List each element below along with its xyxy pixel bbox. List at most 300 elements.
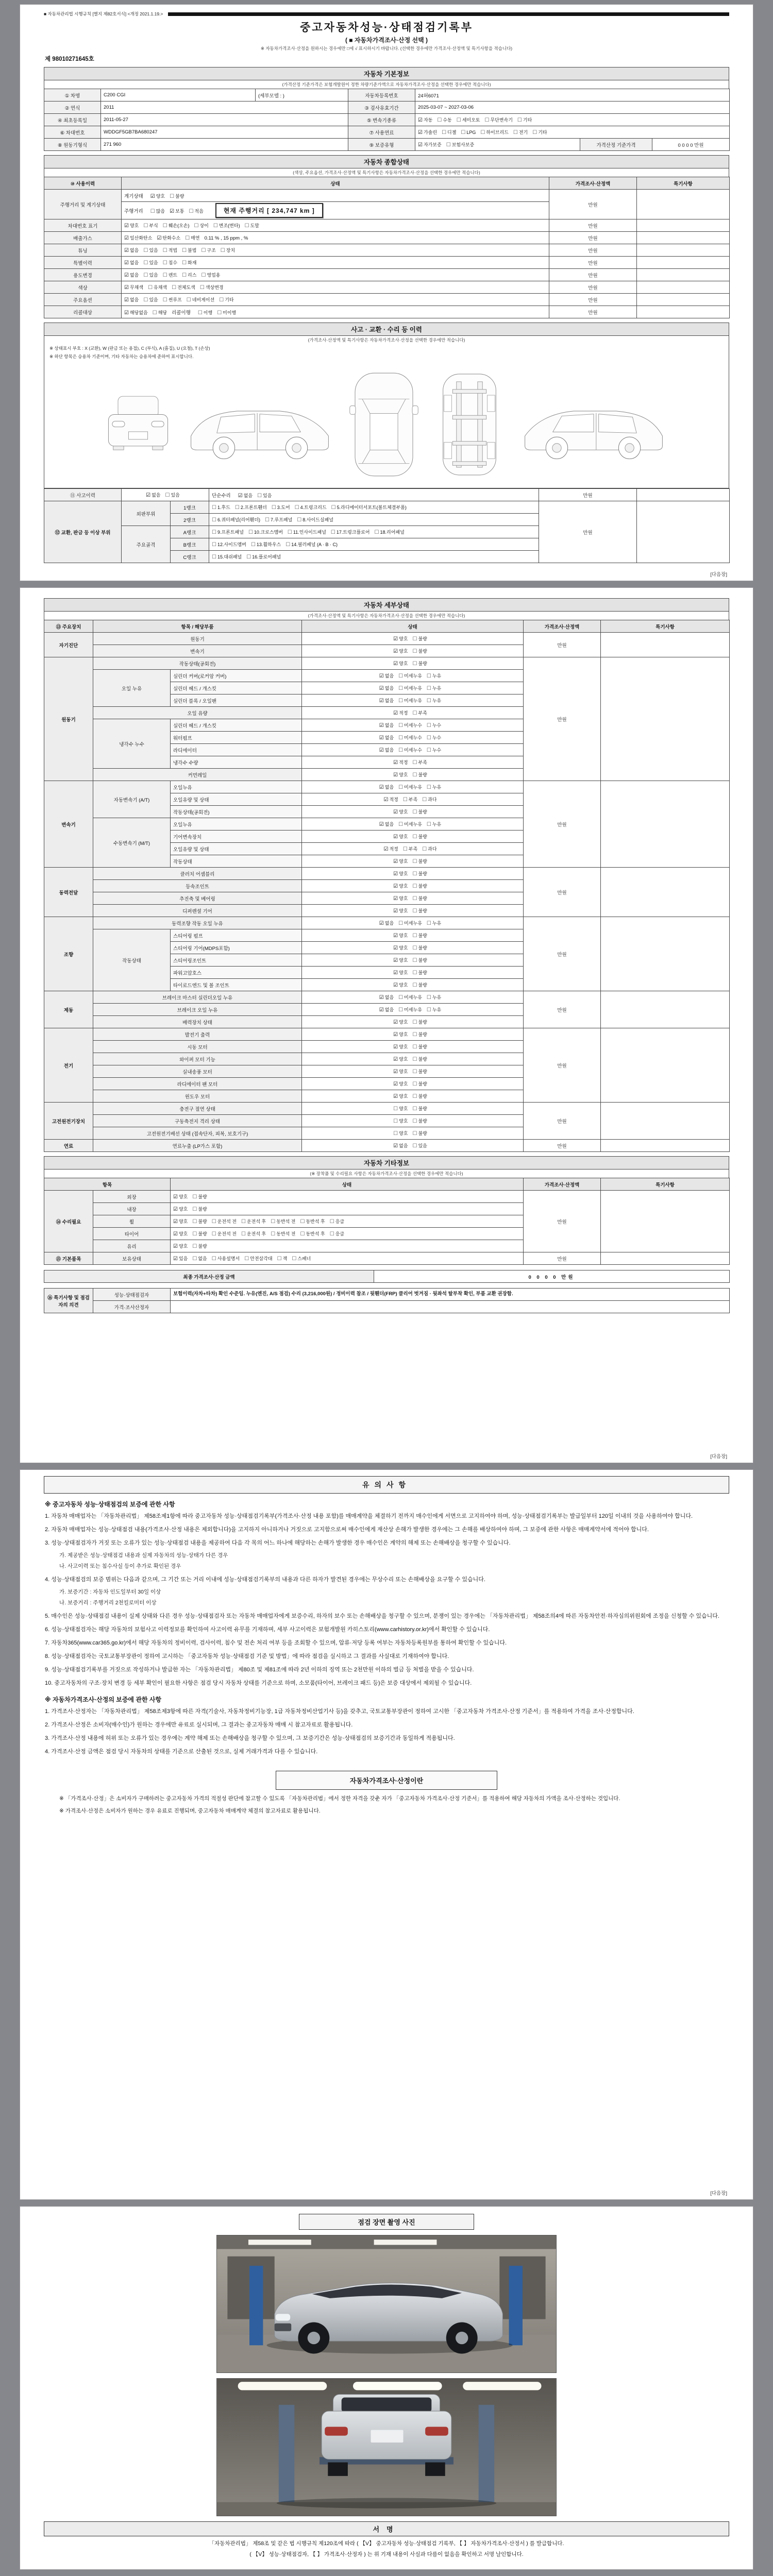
checkbox-checked[interactable]	[379, 697, 394, 704]
field-label	[93, 1004, 302, 1016]
checkbox-unchecked[interactable]	[163, 222, 190, 229]
checkbox-unchecked[interactable]	[413, 833, 427, 840]
checkbox-checked[interactable]	[393, 1043, 408, 1050]
checkbox-checked[interactable]	[393, 895, 408, 902]
cell-text: 만원	[588, 248, 598, 254]
checkbox-unchecked[interactable]	[192, 1218, 207, 1225]
checkbox-checked[interactable]	[418, 116, 432, 123]
checkbox-unchecked[interactable]	[217, 309, 236, 316]
checkbox-icon: ☐	[300, 1231, 305, 1237]
checkbox-unchecked[interactable]	[285, 541, 338, 548]
checkbox-unchecked[interactable]	[413, 944, 427, 951]
checkbox-unchecked[interactable]	[427, 685, 441, 691]
checkbox-checked[interactable]	[124, 309, 148, 316]
checkbox-checked[interactable]	[393, 870, 408, 877]
checkbox-icon: ☐	[165, 493, 170, 498]
checkbox-unchecked[interactable]	[153, 309, 167, 316]
checkbox-unchecked[interactable]	[413, 635, 427, 642]
checkbox-checked[interactable]	[146, 492, 160, 498]
checkbox-label: 구조	[207, 248, 216, 253]
checkbox-unchecked[interactable]	[413, 969, 427, 976]
checkbox-icon: ☐	[182, 273, 187, 278]
checkbox-icon: ☑	[173, 1231, 178, 1237]
checkbox-unchecked[interactable]	[297, 516, 333, 523]
document-subtitle: ( ■ 자동차가격조사·산정 선택 )	[345, 37, 428, 44]
checkbox-label: 스패너	[297, 1256, 311, 1261]
checkbox-checked[interactable]	[393, 635, 408, 642]
checkbox-unchecked[interactable]	[422, 796, 436, 803]
checkbox-label: 누유	[432, 921, 442, 926]
section-note-misc: (※ 장착품 및 수리필요 사항은 자동차가격조사·산정을 선택한 경우에만 적습니다)	[44, 1169, 729, 1178]
value-cell	[171, 1301, 730, 1313]
checkbox-checked[interactable]	[393, 944, 408, 951]
checkbox-unchecked[interactable]	[398, 685, 422, 691]
checkbox-label: 없음	[384, 673, 394, 679]
field-label	[44, 633, 93, 657]
cell-text: 실린더 커버(로커암 커버)	[173, 673, 227, 680]
checkbox-icon: ☑	[238, 493, 243, 499]
checkbox-unchecked[interactable]	[532, 129, 547, 135]
checkbox-unchecked[interactable]	[427, 722, 441, 728]
section-note-accident: (가격조사·산정액 및 특기사항은 자동차가격조사·산정을 선택한 경우에만 적습니다)	[44, 335, 729, 344]
checkbox-checked[interactable]	[379, 784, 394, 790]
cell-text: 워터펌프	[173, 735, 192, 741]
checkbox-checked[interactable]	[393, 1080, 408, 1087]
checkbox-checked[interactable]	[393, 808, 408, 815]
column-header	[601, 1178, 730, 1191]
checkbox-unchecked[interactable]	[271, 1218, 295, 1225]
checkbox-unchecked[interactable]	[143, 222, 158, 229]
checkbox-unchecked[interactable]	[143, 272, 158, 278]
checkbox-unchecked[interactable]	[403, 845, 417, 852]
checkbox-unchecked[interactable]	[413, 1056, 427, 1062]
checkbox-label: 3.도어	[277, 505, 290, 510]
checkbox-label: 불량	[198, 1194, 207, 1199]
checkbox-unchecked[interactable]	[330, 1218, 344, 1225]
signature-section-title: 서명	[44, 2521, 729, 2536]
checkbox-checked[interactable]	[393, 1142, 408, 1149]
checkbox-unchecked[interactable]	[331, 504, 407, 511]
checkbox-checked[interactable]	[379, 734, 394, 741]
checkbox-unchecked[interactable]	[413, 808, 427, 815]
checkbox-checked[interactable]	[393, 1019, 408, 1025]
checkbox-unchecked[interactable]	[413, 709, 427, 716]
field-label	[44, 139, 101, 151]
checkbox-checked[interactable]	[393, 833, 408, 840]
checkbox-unchecked[interactable]	[212, 541, 246, 548]
checkbox-unchecked[interactable]	[251, 541, 281, 548]
checkbox-unchecked[interactable]	[295, 504, 327, 511]
checkbox-unchecked[interactable]	[375, 529, 405, 535]
field-label	[93, 1065, 302, 1078]
checkbox-unchecked[interactable]	[413, 1142, 427, 1149]
checkbox-checked[interactable]	[393, 660, 408, 667]
checkbox-icon: ☐	[271, 505, 276, 511]
checkbox-unchecked[interactable]	[413, 883, 427, 889]
checkbox-unchecked[interactable]	[413, 1105, 427, 1112]
checkbox-unchecked[interactable]	[413, 1093, 427, 1099]
checkbox-unchecked[interactable]	[480, 129, 508, 135]
checkbox-icon: ☐	[211, 1256, 216, 1262]
checkbox-icon: ☐	[285, 542, 291, 548]
checkbox-unchecked[interactable]	[403, 796, 417, 803]
cell-text: 변속기	[190, 649, 205, 655]
value-cell	[302, 843, 524, 855]
checkbox-icon: ☐	[199, 285, 205, 291]
checkbox-unchecked[interactable]	[513, 129, 528, 135]
checkbox-unchecked[interactable]	[413, 1068, 427, 1075]
checkbox-unchecked[interactable]	[245, 222, 259, 229]
checkbox-icon: ☐	[246, 554, 251, 560]
checkbox-unchecked[interactable]	[413, 771, 427, 778]
checkbox-unchecked[interactable]	[413, 1117, 427, 1124]
checkbox-checked[interactable]	[393, 1056, 408, 1062]
checkbox-checked[interactable]	[393, 1068, 408, 1075]
notice-item: 10. 중고자동차의 구조·장치 변경 등 세부 확인이 필요한 사항은 점검 당시 자동차 상태를 기준으로 하며, 소모품(타이어, 브레이크 패드 등)은 보증 대상에서 제외될 수 있습니다.	[45, 1680, 472, 1686]
checkbox-icon: ☑	[379, 995, 384, 1001]
checkbox-unchecked[interactable]	[192, 1243, 207, 1249]
checkbox-label: 동반석 전	[276, 1219, 296, 1224]
checkbox-unchecked[interactable]	[163, 296, 182, 303]
checkbox-unchecked[interactable]	[150, 208, 165, 214]
checkbox-unchecked[interactable]	[427, 747, 441, 753]
checkbox-unchecked[interactable]	[413, 759, 427, 766]
checkbox-unchecked[interactable]	[163, 247, 177, 253]
checkbox-checked[interactable]	[418, 141, 442, 148]
checkbox-checked[interactable]	[379, 722, 394, 728]
checkbox-unchecked[interactable]	[212, 1255, 240, 1262]
checkbox-unchecked[interactable]	[398, 722, 422, 728]
checkbox-checked[interactable]	[393, 932, 408, 939]
checkbox-unchecked[interactable]	[393, 1117, 408, 1124]
checkbox-unchecked[interactable]	[413, 660, 427, 667]
checkbox-unchecked[interactable]	[192, 1193, 207, 1200]
checkbox-unchecked[interactable]	[331, 529, 370, 535]
checkbox-checked[interactable]	[393, 858, 408, 865]
checkbox-unchecked[interactable]	[413, 1043, 427, 1050]
field-label	[93, 880, 302, 892]
checkbox-label: 화재	[188, 260, 197, 265]
checkbox-unchecked[interactable]	[427, 1006, 441, 1013]
checkbox-unchecked[interactable]	[413, 907, 427, 914]
checkbox-label: 불량	[418, 661, 427, 666]
checkbox-unchecked[interactable]	[393, 1105, 408, 1112]
checkbox-unchecked[interactable]	[194, 222, 208, 229]
checkbox-unchecked[interactable]	[413, 932, 427, 939]
checkbox-label: 적정	[389, 797, 398, 802]
checkbox-unchecked[interactable]	[221, 247, 235, 253]
checkbox-unchecked[interactable]	[172, 284, 195, 291]
value-cell	[101, 101, 348, 114]
checkbox-unchecked[interactable]	[271, 1230, 295, 1237]
checkbox-checked[interactable]	[393, 648, 408, 654]
cell-text: 가격조사·산정액	[575, 181, 611, 187]
checkbox-unchecked[interactable]	[442, 129, 456, 135]
cell-text: 원동기	[190, 636, 205, 642]
value-cell	[302, 1090, 524, 1103]
next-page-marker: [다음장]	[710, 2191, 727, 2196]
checkbox-checked[interactable]	[379, 747, 394, 753]
checkbox-checked[interactable]	[383, 796, 398, 803]
checkbox-unchecked[interactable]	[427, 920, 441, 926]
checkbox-unchecked[interactable]	[189, 208, 203, 214]
checkbox-unchecked[interactable]	[413, 981, 427, 988]
checkbox-checked[interactable]	[173, 1230, 188, 1237]
checkbox-unchecked[interactable]	[272, 504, 290, 511]
checkbox-checked[interactable]	[393, 907, 408, 914]
checkbox-unchecked[interactable]	[484, 116, 512, 123]
checkbox-unchecked[interactable]	[427, 672, 441, 679]
checkbox-label: 양호	[399, 809, 408, 815]
checkbox-checked[interactable]	[393, 981, 408, 988]
checkbox-checked[interactable]	[124, 259, 139, 266]
checkbox-checked[interactable]	[393, 969, 408, 976]
checkbox-unchecked[interactable]	[427, 734, 441, 741]
cell-text: 냉각수 누수	[119, 741, 144, 748]
checkbox-unchecked[interactable]	[187, 296, 214, 303]
cell-text: A랭크	[183, 530, 196, 536]
checkbox-icon: ☑	[393, 649, 398, 654]
checkbox-label: 누유	[432, 698, 442, 703]
checkbox-checked[interactable]	[379, 1006, 394, 1013]
checkbox-checked[interactable]	[170, 208, 184, 214]
checkbox-checked[interactable]	[393, 709, 408, 716]
checkbox-checked[interactable]	[124, 296, 139, 303]
checkbox-unchecked[interactable]	[288, 529, 326, 535]
cell-text: 고전원전기장치	[52, 1118, 86, 1125]
checkbox-unchecked[interactable]	[235, 504, 267, 511]
checkbox-checked[interactable]	[418, 129, 437, 135]
field-label	[44, 232, 122, 244]
checkbox-unchecked[interactable]	[143, 296, 158, 303]
cell-text: 휠	[129, 1219, 135, 1225]
checkbox-label: 없음	[129, 273, 139, 278]
checkbox-unchecked[interactable]	[257, 492, 272, 499]
checkbox-unchecked[interactable]	[457, 116, 480, 123]
checkbox-unchecked[interactable]	[393, 1130, 408, 1137]
checkbox-unchecked[interactable]	[241, 1218, 266, 1225]
checkbox-unchecked[interactable]	[461, 130, 476, 135]
checkbox-unchecked[interactable]	[413, 1130, 427, 1137]
field-label	[44, 101, 101, 114]
checkbox-checked[interactable]	[124, 247, 139, 253]
checkbox-checked[interactable]	[379, 672, 394, 679]
checkbox-unchecked[interactable]	[413, 1019, 427, 1025]
checkbox-unchecked[interactable]	[201, 272, 220, 278]
checkbox-checked[interactable]	[124, 234, 152, 241]
field-label	[122, 526, 171, 563]
field-label	[93, 1191, 171, 1203]
checkbox-unchecked[interactable]	[330, 1230, 344, 1237]
checkbox-checked[interactable]	[393, 957, 408, 963]
checkbox-checked[interactable]	[393, 1093, 408, 1099]
field-label	[93, 670, 171, 707]
value-cell	[302, 868, 524, 880]
field-label	[44, 1252, 93, 1265]
cell-text: 수동변속기 (M/T)	[113, 840, 150, 846]
checkbox-unchecked[interactable]	[398, 672, 422, 679]
field-label	[44, 868, 93, 917]
checkbox-unchecked[interactable]	[143, 247, 158, 253]
checkbox-checked[interactable]	[393, 771, 408, 778]
checkbox-icon: ☐	[172, 285, 177, 291]
checkbox-unchecked[interactable]	[248, 529, 283, 535]
checkbox-unchecked[interactable]	[241, 1230, 266, 1237]
checkbox-icon: ☑	[170, 209, 175, 214]
checkbox-label: 장치	[226, 248, 236, 253]
checkbox-unchecked[interactable]	[182, 259, 196, 266]
cell-text: 가격산정 기준가격	[596, 142, 636, 148]
checkbox-unchecked[interactable]	[413, 858, 427, 865]
value-cell	[549, 281, 637, 294]
checkbox-unchecked[interactable]	[212, 1218, 237, 1225]
cell-text: 만원	[583, 530, 593, 536]
checkbox-unchecked[interactable]	[163, 259, 177, 266]
checkbox-unchecked[interactable]	[192, 1230, 207, 1237]
checkbox-unchecked[interactable]	[413, 1080, 427, 1087]
checkbox-unchecked[interactable]	[143, 259, 158, 266]
checkbox-unchecked[interactable]	[148, 284, 167, 291]
checkbox-icon: ☑	[124, 285, 129, 291]
checkbox-checked[interactable]	[379, 994, 394, 1001]
checkbox-unchecked[interactable]	[446, 141, 474, 148]
checkbox-checked[interactable]	[157, 234, 180, 241]
value-cell	[302, 979, 524, 991]
checkbox-unchecked[interactable]	[192, 1255, 207, 1262]
value-cell	[302, 670, 524, 682]
checkbox-unchecked[interactable]	[212, 516, 260, 523]
checkbox-unchecked[interactable]	[192, 1206, 207, 1212]
checkbox-unchecked[interactable]	[413, 870, 427, 877]
checkbox-unchecked[interactable]	[413, 1031, 427, 1038]
checkbox-unchecked[interactable]	[201, 247, 215, 253]
value-cell	[171, 967, 302, 979]
cell-text: C랭크	[183, 554, 196, 561]
checkbox-unchecked[interactable]	[413, 648, 427, 654]
checkbox-checked[interactable]	[173, 1193, 188, 1200]
checkbox-unchecked[interactable]	[200, 284, 224, 291]
checkbox-icon: ☑	[393, 1094, 398, 1099]
checkbox-unchecked[interactable]	[212, 504, 230, 511]
checkbox-unchecked[interactable]	[246, 553, 281, 560]
checkbox-checked[interactable]	[238, 492, 253, 499]
checkbox-unchecked[interactable]	[398, 747, 422, 753]
checkbox-checked[interactable]	[393, 1031, 408, 1038]
cell-text: 단순수리	[212, 493, 231, 499]
checkbox-unchecked[interactable]	[413, 895, 427, 902]
checkbox-unchecked[interactable]	[398, 821, 422, 827]
checkbox-checked[interactable]	[124, 284, 143, 291]
checkbox-unchecked[interactable]	[170, 193, 184, 199]
cell-text: 클러치 어셈블리	[180, 871, 215, 877]
checkbox-unchecked[interactable]	[244, 1255, 272, 1262]
checkbox-unchecked[interactable]	[427, 821, 441, 827]
checkbox-unchecked[interactable]	[398, 734, 422, 741]
checkbox-icon: ☐	[398, 822, 404, 827]
checkbox-unchecked[interactable]	[198, 309, 212, 316]
checkbox-unchecked[interactable]	[398, 994, 422, 1001]
checkbox-checked[interactable]	[379, 685, 394, 691]
checkbox-unchecked[interactable]	[219, 296, 233, 303]
cell-text: 특기사항	[674, 181, 693, 187]
checkbox-unchecked[interactable]	[265, 516, 292, 523]
checkbox-checked[interactable]	[379, 920, 394, 926]
checkbox-unchecked[interactable]	[213, 222, 240, 229]
checkbox-checked[interactable]	[150, 193, 165, 199]
checkbox-checked[interactable]	[173, 1255, 188, 1262]
checkbox-icon: ☐	[461, 130, 466, 135]
field-label	[44, 294, 122, 306]
checkbox-checked[interactable]	[379, 821, 394, 827]
checkbox-unchecked[interactable]	[182, 247, 196, 253]
checkbox-label: 불량	[418, 1094, 427, 1099]
checkbox-unchecked[interactable]	[212, 553, 242, 560]
checkbox-unchecked[interactable]	[422, 845, 436, 852]
checkbox-unchecked[interactable]	[165, 492, 180, 498]
checkbox-checked[interactable]	[173, 1218, 188, 1225]
value-cell	[637, 232, 730, 244]
checkbox-unchecked[interactable]	[413, 957, 427, 963]
checkbox-unchecked[interactable]	[182, 272, 196, 278]
field-label	[348, 101, 415, 114]
value-cell	[539, 489, 637, 501]
field-label	[348, 114, 415, 126]
checkbox-unchecked[interactable]	[398, 1006, 422, 1013]
value-cell	[302, 1016, 524, 1028]
value-cell	[415, 139, 580, 151]
checkbox-unchecked[interactable]	[212, 529, 244, 535]
value-cell	[524, 917, 601, 991]
checkbox-unchecked[interactable]	[277, 1255, 288, 1262]
checkbox-unchecked[interactable]	[398, 920, 422, 926]
value-cell	[302, 707, 524, 719]
checkbox-unchecked[interactable]	[398, 784, 422, 790]
checkbox-checked[interactable]	[393, 883, 408, 889]
checkbox-unchecked[interactable]	[300, 1218, 325, 1225]
document-title: 중고자동차성능·상태점검기록부	[300, 22, 473, 33]
column-header	[302, 620, 524, 633]
checkbox-unchecked[interactable]	[185, 234, 199, 241]
document-number: 제 98010271645호	[45, 56, 94, 62]
checkbox-checked[interactable]	[173, 1206, 188, 1212]
notice-item: 2. 자동차 매매업자는 성능·상태점검 내용(가격조사·산정 내용은 제외합니다)을 고지하지 아니하거나 거짓으로 고지함으로써 매수인에게 재산상 손해가 발생한 경우에는 그 손해를 배상하여야 하며, 그 보증에 관한 사항은 매매계약서에 적어야 합니다.	[45, 1527, 649, 1533]
value-cell	[122, 257, 549, 269]
checkbox-checked[interactable]	[173, 1243, 188, 1249]
checkbox-unchecked[interactable]	[292, 1255, 311, 1262]
value-cell	[171, 732, 302, 744]
cell-text: 주요옵션	[73, 297, 92, 303]
checkbox-unchecked[interactable]	[427, 784, 441, 790]
checkbox-checked[interactable]	[393, 759, 408, 766]
checkbox-unchecked[interactable]	[398, 697, 422, 704]
checkbox-unchecked[interactable]	[437, 116, 451, 123]
checkbox-checked[interactable]	[383, 845, 398, 852]
value-cell	[302, 880, 524, 892]
checkbox-unchecked[interactable]	[427, 697, 441, 704]
checkbox-unchecked[interactable]	[163, 272, 177, 278]
checkbox-label: 부식	[149, 223, 158, 228]
checkbox-checked[interactable]	[124, 222, 139, 229]
column-header	[524, 1178, 601, 1191]
checkbox-unchecked[interactable]	[517, 116, 532, 123]
checkbox-icon: ☑	[393, 1032, 398, 1038]
checkbox-label: 18.리어패널	[380, 530, 405, 535]
checkbox-unchecked[interactable]	[300, 1230, 325, 1237]
checkbox-checked[interactable]	[124, 272, 139, 278]
checkbox-unchecked[interactable]	[427, 994, 441, 1001]
checkbox-unchecked[interactable]	[212, 1230, 237, 1237]
checkbox-icon: ☑	[146, 493, 151, 498]
